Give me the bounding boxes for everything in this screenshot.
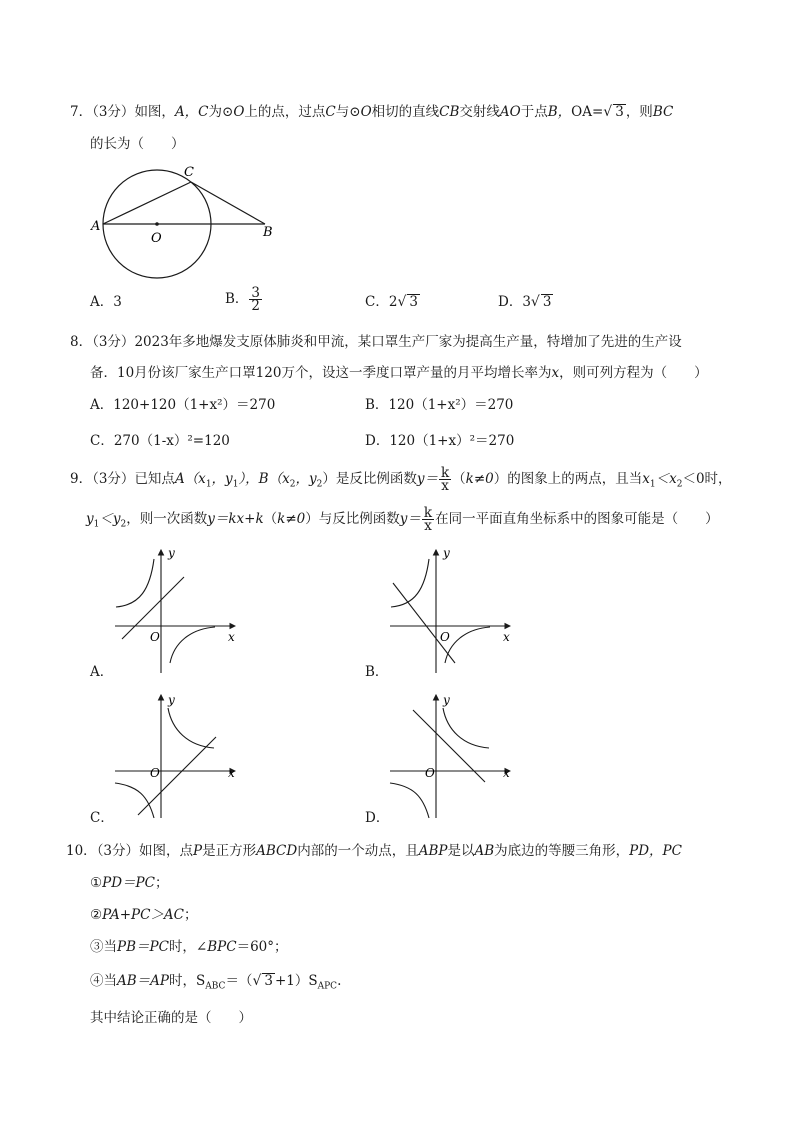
label-a: A [91, 219, 101, 234]
svg-text:O: O [150, 766, 160, 780]
svg-text:y: y [168, 693, 175, 707]
q9-option-b[interactable]: B． [365, 664, 389, 680]
q9-graph-a [110, 545, 245, 675]
q7-number: 7． [70, 104, 93, 120]
linear-line [393, 583, 455, 663]
svg-text:O: O [150, 630, 160, 644]
q7-line1: 7．（3分）如图，A，C为⊙O上的点，过点C与⊙O相切的直线CB交射线AO于点B，OA=√ 3 ，则BC [70, 104, 674, 120]
q8-line2: 备．10月份该厂家生产口罩120万个，设这一季度口罩产量的月平均增长率为x，则可列方程为（ ） [90, 365, 708, 381]
q9-line1: 9．（3分）已知点$A(x_1$，$y_1$），$B(x_2$，$y_2$）是反比例函数y＝ $\frac{k}{x}$ （k≠0）的图象上的两点，且当$x_1<x_2<0$时， [70, 465, 732, 494]
label-o: O [151, 231, 162, 246]
q9-graph-b [385, 545, 520, 675]
label-b: B [263, 225, 273, 240]
svg-text:x: x [503, 630, 510, 644]
q10-conclusion: 其中结论正确的是（ ） [90, 1010, 252, 1026]
q8-option-a[interactable]: A．120+120（1+x²）＝270 [90, 397, 276, 413]
svg-text:y: y [168, 546, 175, 560]
line-cb [191, 182, 265, 224]
q10-statement-1: ①PD＝PC； [90, 875, 169, 891]
q8-option-c[interactable]: C．270（1-x）²=120 [90, 433, 230, 449]
hyperbola-branch [445, 627, 490, 663]
hyperbola-branch [115, 783, 154, 818]
q8-number: 8． [70, 334, 93, 350]
svg-text:y: y [443, 693, 450, 707]
q7-option-c[interactable]: C．2√ 3 [365, 294, 418, 310]
svg-text:x: x [228, 630, 235, 644]
hyperbola-branch [170, 627, 215, 663]
q8-option-d[interactable]: D．120（1+x）²＝270 [365, 433, 515, 449]
svg-text:O: O [425, 766, 435, 780]
q10-statement-2: ②PA+PC＞AC； [90, 907, 198, 923]
q10-line1: 10．（3分）如图，点P是正方形ABCD内部的一个动点，且ABP是以AB为底边的等腰三角形，PD，PC [66, 843, 682, 859]
hyperbola-branch [391, 559, 429, 607]
q9-option-d[interactable]: D． [365, 810, 390, 826]
hyperbola-branch [116, 559, 154, 607]
q7-option-a[interactable]: A．3 [90, 294, 122, 310]
center-dot [155, 222, 159, 226]
q7-line2: 的长为（ ） [90, 136, 185, 152]
label-c: C [184, 165, 194, 180]
q10-number: 10． [66, 843, 97, 859]
q10-statement-3: ③当PB＝PC时，∠BPC＝60°； [90, 939, 288, 955]
svg-text:x: x [503, 766, 510, 780]
hyperbola-branch [443, 708, 489, 748]
q7-option-d[interactable]: D．3√ 3 [498, 294, 552, 310]
q8-line1: 8．（3分）2023年多地爆发支原体肺炎和甲流，某口罩生产厂家为提高生产量，特增加了先进的生产设 [70, 334, 682, 350]
svg-text:x: x [228, 766, 235, 780]
q9-option-a[interactable]: A． [90, 664, 114, 680]
q9-number: 9． [70, 471, 93, 487]
q8-option-b[interactable]: B．120（1+x²）＝270 [365, 397, 514, 413]
q7-figure [85, 160, 285, 285]
q10-statement-4: ④当AB＝AP时，$S_{ABC}=(√$ $3 +1)S_{APC}$. [90, 973, 342, 992]
q9-line2: $y_1<y_2$，则一次函数y＝kx+k（k≠0）与反比例函数y＝ $\frac{k}{x}$ 在同一平面直角坐标系中的图象可能是（ ） [86, 505, 719, 534]
q7-option-b[interactable]: B． $\frac{3}{2}$ [225, 285, 261, 314]
q9-option-c[interactable]: C． [90, 810, 114, 826]
svg-text:y: y [443, 546, 450, 560]
q9-graph-c [110, 690, 245, 820]
hyperbola-branch [390, 783, 429, 818]
q9-graph-d [385, 690, 520, 820]
svg-text:O: O [440, 630, 450, 644]
hyperbola-branch [168, 708, 214, 748]
